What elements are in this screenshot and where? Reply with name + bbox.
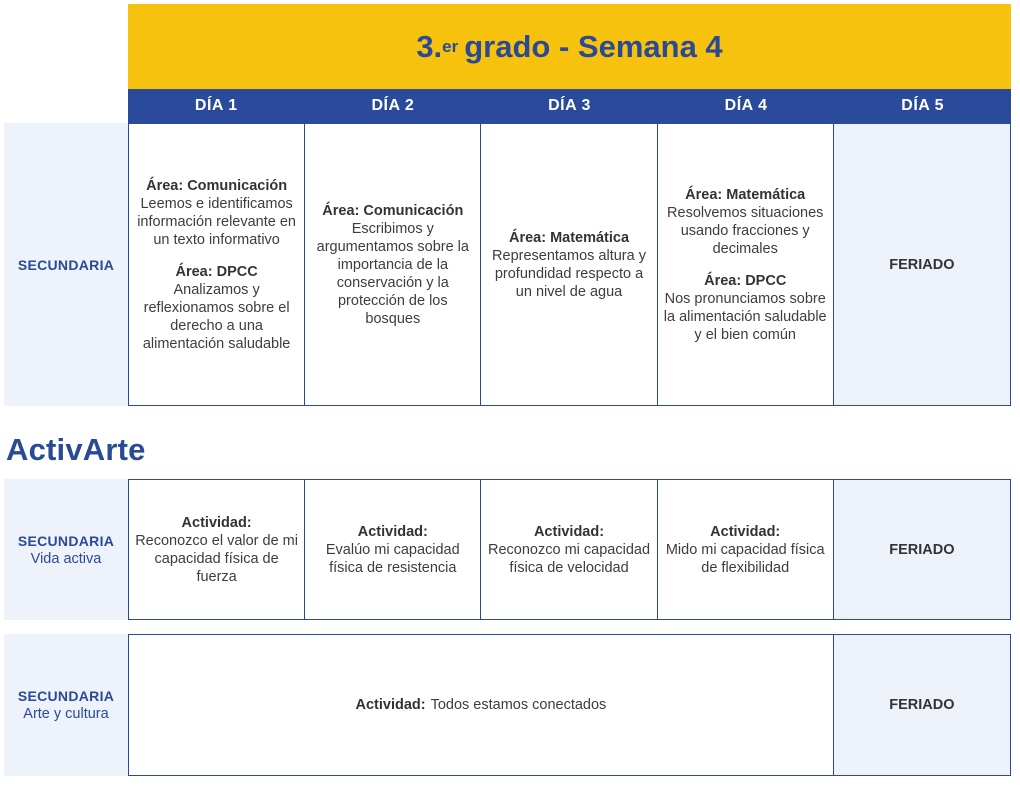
title-superscript: er: [442, 36, 459, 56]
day-header-3: DÍA 3: [548, 97, 591, 114]
arte-cultura-row: [128, 634, 1011, 776]
activity-label: Actividad:: [181, 514, 252, 531]
activity-text: Todos estamos conectados: [430, 697, 607, 713]
row-label-subtext: Arte y cultura: [23, 706, 109, 722]
activity-label: Actividad:: [533, 523, 605, 540]
page-title-banner: [128, 4, 1011, 89]
activity-text: Analizamos y reflexionamos sobre el derecho a una alimentación saludable: [142, 281, 291, 352]
schedule-cell-day4: [658, 124, 834, 405]
activity-label: Actividad:: [355, 697, 426, 713]
title-main: grado - Semana 4: [464, 28, 723, 64]
row-label-text: SECUNDARIA: [17, 688, 115, 704]
vida-activa-cell-day2: [305, 480, 481, 619]
schedule-cell-day3: [481, 124, 657, 405]
row-label-secundaria: [4, 123, 128, 406]
activity-text: Resolvemos situaciones usando fracciones y decimales: [667, 204, 824, 257]
activity-text: Evalúo mi capacidad física de resistencia: [325, 541, 460, 576]
day-header-5: DÍA 5: [901, 97, 945, 114]
activity-text: Reconozco el valor de mi capacidad física de fuerza: [135, 532, 298, 585]
vida-activa-cell-day4: [658, 480, 834, 619]
schedule-cell-day2: [305, 124, 481, 405]
activity-label: Actividad:: [357, 523, 428, 540]
area-label: Área: DPCC: [175, 263, 258, 280]
row-label-text: SECUNDARIA: [17, 256, 115, 273]
area-label: Área: Matemática: [508, 229, 630, 246]
holiday-cell: FERIADO: [834, 124, 1010, 405]
vida-activa-cell-day1: [129, 480, 305, 619]
row-label-subtext: Vida activa: [30, 550, 102, 567]
schedule-row: [128, 123, 1011, 406]
vida-activa-row: [128, 479, 1011, 620]
activity-text: Representamos altura y profundidad respecto a un nivel de agua: [492, 247, 646, 300]
row-label-vida-activa: [4, 479, 128, 620]
holiday-cell: FERIADO: [834, 635, 1010, 775]
area-label: Área: Comunicación: [146, 177, 288, 194]
area-label: Área: Matemática: [685, 186, 806, 203]
activity-text: Leemos e identificamos información relevante en un texto informativo: [137, 195, 296, 248]
area-label: Área: Comunicación: [322, 202, 464, 219]
area-label: Área: DPCC: [704, 272, 787, 289]
holiday-cell: FERIADO: [834, 480, 1010, 619]
day-header-2: DÍA 2: [371, 97, 415, 114]
activity-text: Mido mi capacidad física de flexibilidad: [665, 541, 825, 576]
vida-activa-cell-day3: [481, 480, 657, 619]
schedule-cell-day1: [129, 124, 305, 405]
arte-cultura-cell-days1-4: [129, 635, 834, 775]
row-label-text: SECUNDARIA: [17, 532, 115, 549]
day-header-4: DÍA 4: [724, 97, 768, 114]
activity-text: Reconozco mi capacidad física de velocidad: [488, 541, 651, 576]
title-prefix: 3.: [416, 28, 443, 64]
section-heading-activarte: ActivArte: [6, 432, 146, 467]
day-header-1: DÍA 1: [194, 97, 238, 114]
activity-label: Actividad:: [710, 523, 781, 540]
row-label-arte-cultura: [4, 634, 128, 776]
activity-text: Escribimos y argumentamos sobre la importancia de la conservación y la protección de los bosques: [316, 220, 469, 327]
activity-text: Nos pronunciamos sobre la alimentación saludable y el bien común: [663, 290, 827, 343]
day-header-bar: [128, 89, 1011, 123]
